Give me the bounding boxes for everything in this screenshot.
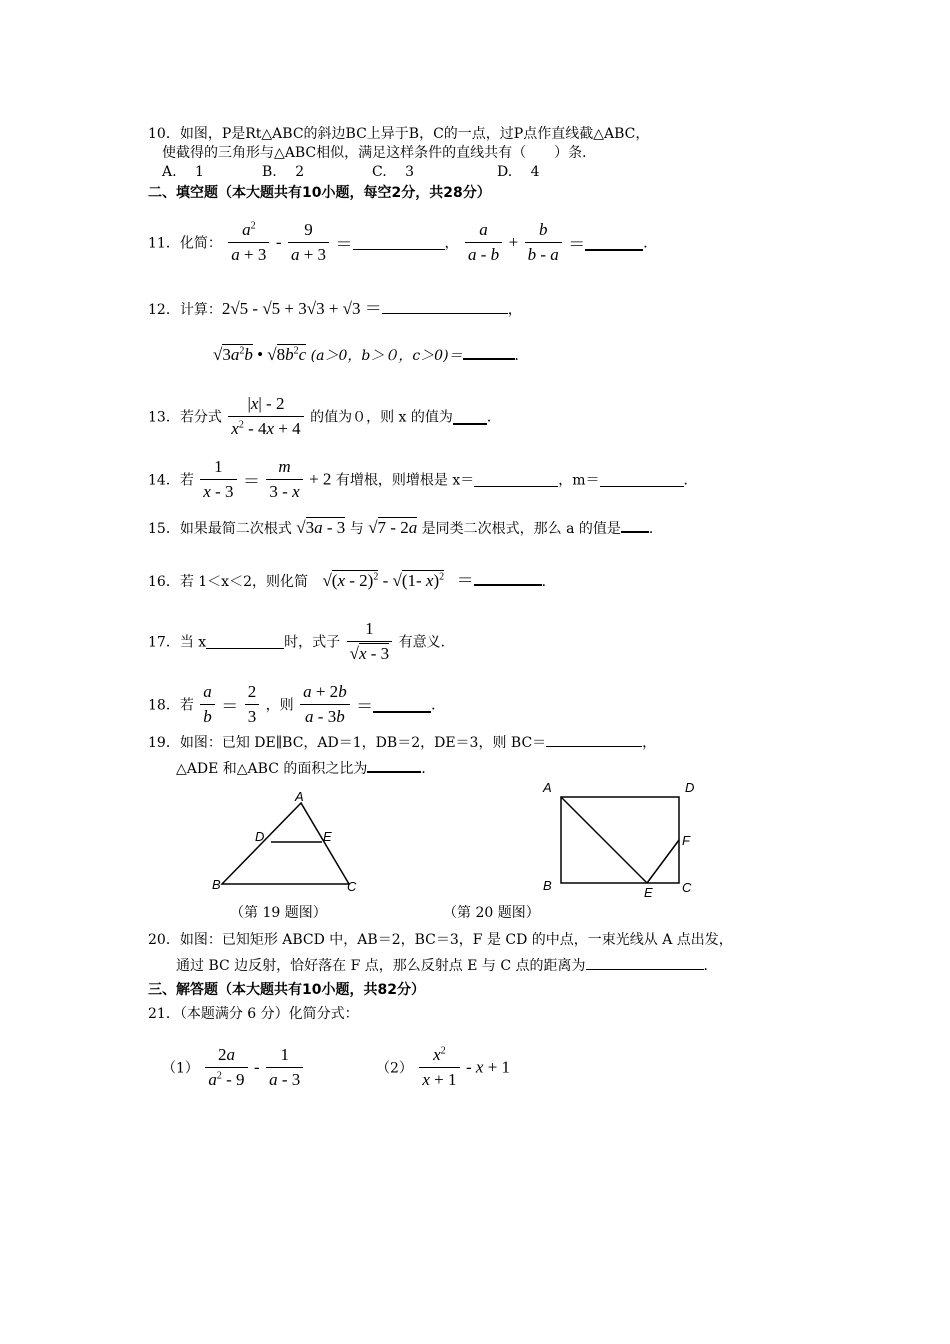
q12-radicals: $√3a^2b$ • $√8b^2c$ bbox=[213, 345, 307, 364]
q16 bbox=[148, 566, 556, 591]
fig20-label-c: C bbox=[682, 880, 692, 895]
q21-part1: （1） $\frac{2a}{a^2 - 9}$ - $\frac{1}{a - 3}$ bbox=[162, 1045, 305, 1090]
q18-eq: ＝ bbox=[356, 697, 374, 716]
q16-blank[interactable] bbox=[474, 570, 542, 586]
q11-eq: ＝ bbox=[335, 235, 353, 254]
q14-frac1: $\frac{1}{x - 3}$ bbox=[200, 457, 236, 502]
q10-option-a: A. 1 bbox=[162, 164, 204, 180]
q14-blank2[interactable] bbox=[600, 472, 684, 487]
q10-option-d: D. 4 bbox=[497, 164, 540, 180]
q16-expr: √(x - 2)$^2$ - √(1- x)$^2$ bbox=[322, 571, 445, 590]
q20-blank[interactable] bbox=[586, 955, 704, 970]
q19-end2: ． bbox=[421, 761, 436, 777]
q15 bbox=[148, 517, 663, 538]
q10-option-b: B. 2 bbox=[262, 164, 305, 180]
section3-heading: 三、解答题（本大题共有10小题，共82分） bbox=[148, 982, 425, 998]
q17-mid: 时，式子 bbox=[284, 634, 341, 651]
q11-eq2: ＝ bbox=[568, 235, 586, 254]
q15-mid: 与 bbox=[349, 521, 364, 537]
q11-frac1: $\frac{a^2}{a + 3}$ bbox=[228, 220, 269, 265]
q11-prefix: 11．化简： bbox=[148, 235, 222, 252]
q12-blank2[interactable] bbox=[463, 344, 515, 360]
q15-blank[interactable] bbox=[621, 517, 649, 533]
q20-end: ． bbox=[703, 958, 718, 974]
fig20-label-e: E bbox=[644, 885, 653, 900]
q12-line1 bbox=[148, 294, 522, 319]
q21-frac2: $\frac{1}{a - 3}$ bbox=[266, 1045, 303, 1090]
fig19-caption: （第 19 题图） bbox=[230, 905, 327, 921]
fig19-label-a: A bbox=[295, 789, 304, 804]
q10-line2: 使截得的三角形与△ABC相似，满足这样条件的直线共有（ ）条． bbox=[162, 145, 597, 161]
q10-line1: 10．如图，P是Rt△ABC的斜边BC上异于B，C的一点，过P点作直线截△ABC， bbox=[148, 126, 650, 142]
fig20-label-a: A bbox=[543, 780, 552, 795]
q21-part2: （2） $\frac{x^2}{x + 1}$ - x + 1 bbox=[376, 1045, 511, 1089]
q13-blank[interactable] bbox=[453, 409, 487, 425]
q17-prefix: 17．当 x bbox=[148, 634, 207, 651]
q15-prefix: 15．如果最简二次根式 bbox=[148, 521, 292, 537]
q12-comma: ， bbox=[507, 302, 522, 318]
q14-mid: 有增根，则增根是 x＝ bbox=[335, 472, 475, 489]
fig20-label-d: D bbox=[685, 780, 695, 795]
q12-end: ． bbox=[514, 348, 529, 364]
q13-frac: $\frac{|x| - 2}{x^2 - 4x + 4}$ bbox=[228, 394, 303, 439]
q18-frac3: $\frac{a + 2b}{a - 3b}$ bbox=[300, 682, 350, 727]
q17-frac: $\frac{1}{√x - 3}$ bbox=[347, 619, 393, 664]
q12-expr: 2√5 - √5 + 3√3 + √3 ＝ bbox=[221, 299, 382, 318]
q16-prefix: 16．若 1＜x＜2，则化简 bbox=[148, 574, 308, 590]
q21-p2-label: （2） bbox=[376, 1060, 413, 1077]
q11-blank1[interactable] bbox=[353, 235, 445, 250]
q17-blank[interactable] bbox=[206, 634, 284, 649]
q18-end: ． bbox=[431, 697, 446, 714]
q11-end: ． bbox=[643, 235, 658, 252]
q14: 14．若 $\frac{1}{x - 3}$ ＝ $\frac{m}{3 - x}$ + 2 有增根，则增根是 x＝ ，m＝ ． bbox=[148, 457, 698, 501]
q15-end: ． bbox=[648, 521, 663, 537]
q19-line1 bbox=[148, 732, 656, 753]
q21-frac1: $\frac{2a}{a^2 - 9}$ bbox=[205, 1045, 247, 1090]
fig19-triangle-diagram bbox=[205, 785, 375, 900]
q13-prefix: 13．若分式 bbox=[148, 409, 222, 426]
fig19-label-e: E bbox=[323, 829, 332, 844]
q17-tail: 有意义． bbox=[398, 634, 455, 651]
q18: 18．若 $\frac{a}{b}$ ＝ $\frac{2}{3}$ ，则 $\frac{a + 2b}{a - 3b}$ ＝ ． bbox=[148, 682, 446, 726]
fig20-label-b: B bbox=[543, 878, 552, 893]
fig20-label-f: F bbox=[682, 833, 690, 848]
q17 bbox=[148, 619, 455, 664]
q16-eq: ＝ bbox=[456, 571, 474, 590]
q21-frac3: $\frac{x^2}{x + 1}$ bbox=[419, 1045, 459, 1090]
q16-end: ． bbox=[541, 574, 556, 590]
q14-end: ． bbox=[683, 472, 698, 489]
q20-text2: 通过 BC 边反射，恰好落在 F 点，那么反射点 E 与 C 点的距离为 bbox=[176, 958, 586, 974]
q13-tail: 的值为０，则 x 的值为 bbox=[310, 409, 453, 426]
q13 bbox=[148, 394, 501, 439]
q11-comma: ， bbox=[444, 235, 459, 252]
fig19-label-c: C bbox=[347, 879, 357, 894]
q19-blank1[interactable] bbox=[546, 732, 642, 747]
fig20-caption: （第 20 题图） bbox=[443, 905, 540, 921]
q10-option-c: C. 3 bbox=[372, 164, 415, 180]
section2-heading: 二、填空题（本大题共有10小题，每空2分，共28分） bbox=[148, 185, 491, 201]
q12-blank1[interactable] bbox=[382, 299, 508, 314]
q11-frac4: $\frac{b}{b - a}$ bbox=[525, 220, 562, 265]
q13-end: ． bbox=[486, 409, 501, 426]
q14-mid2: ，m＝ bbox=[558, 472, 600, 489]
q11-frac3: $\frac{a}{a - b}$ bbox=[465, 220, 502, 265]
q11-frac2: $\frac{9}{a + 3}$ bbox=[288, 220, 329, 265]
q20-line2 bbox=[176, 955, 718, 976]
q19-end1: ， bbox=[642, 735, 657, 751]
fig20-rectangle-diagram bbox=[535, 775, 705, 900]
q21-p1-label: （1） bbox=[162, 1060, 199, 1077]
q12-cond: (a＞0，b＞０，c＞0)＝ bbox=[310, 348, 463, 364]
q11-blank2[interactable] bbox=[585, 235, 643, 251]
q19-text1: 19．如图：已知 DE∥BC，AD＝1，DB＝2，DE＝3，则 BC＝ bbox=[148, 735, 547, 751]
q21-line: 21．（本题满分 6 分）化简分式： bbox=[148, 1006, 359, 1022]
q15-rad1: √3a - 3 bbox=[296, 518, 346, 537]
q18-frac2: $\frac{2}{3}$ bbox=[245, 682, 260, 727]
q19-blank2[interactable] bbox=[367, 757, 421, 773]
q14-blank1[interactable] bbox=[474, 472, 558, 487]
q19-text2: △ADE 和△ABC 的面积之比为 bbox=[176, 761, 368, 777]
q15-rad2: √7 - 2a bbox=[368, 518, 418, 537]
q19-line2 bbox=[176, 757, 435, 779]
fig19-label-b: B bbox=[212, 877, 221, 892]
q14-prefix: 14．若 bbox=[148, 472, 194, 489]
q14-frac2: $\frac{m}{3 - x}$ bbox=[266, 457, 302, 502]
q18-prefix: 18．若 bbox=[148, 697, 194, 714]
q15-tail: 是同类二次根式，那么 a 的值是 bbox=[421, 521, 621, 537]
q20-line1: 20．如图：已知矩形 ABCD 中，AB＝2，BC＝3，F 是 CD 的中点，一束光线从 A 点出发， bbox=[148, 932, 733, 948]
q18-mid: ，则 bbox=[265, 697, 294, 714]
q18-frac1: $\frac{a}{b}$ bbox=[200, 682, 215, 727]
q11: 11．化简： $\frac{a^2}{a + 3}$ - $\frac{9}{a + 3}$ ＝ ， $\frac{a}{a - b}$ + $\frac{b}{b - a}$ ＝ ． bbox=[148, 220, 658, 264]
q18-blank[interactable] bbox=[373, 697, 431, 713]
fig19-label-d: D bbox=[255, 829, 265, 844]
q12-prefix: 12．计算： bbox=[148, 302, 222, 318]
q12-line2 bbox=[213, 344, 529, 365]
